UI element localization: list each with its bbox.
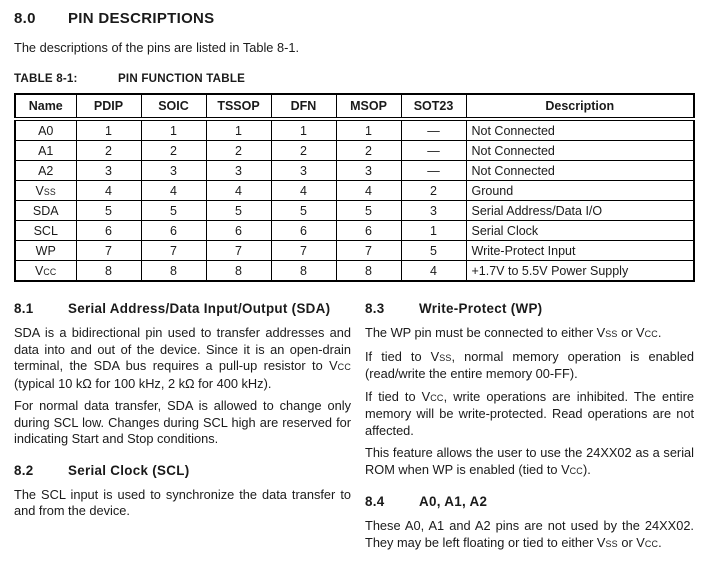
cell-description: Ground (466, 181, 694, 201)
pin-function-table (14, 93, 695, 282)
section-8-1-paragraph-2: For normal data transfer, SDA is allowed to change only during SCL low. Changes during SCL high are reserved for indicating Start and Stop conditions. (14, 398, 351, 446)
table-row-scl (15, 221, 694, 241)
cell-tssop: 4 (206, 181, 271, 201)
cell-pdip: 1 (76, 119, 141, 141)
cell-dfn: 8 (271, 261, 336, 282)
cell-sot23: 2 (401, 181, 466, 201)
two-column-body (14, 300, 694, 558)
cell-soic: 4 (141, 181, 206, 201)
section-8-2-paragraph-1: The SCL input is used to synchronize the data transfer to and from the device. (14, 486, 351, 518)
cell-soic: 3 (141, 161, 206, 181)
table-caption-title: PIN FUNCTION TABLE (118, 72, 246, 85)
cell-pin-name: A1 (15, 141, 76, 161)
cell-soic: 2 (141, 141, 206, 161)
cell-tssop: 2 (206, 141, 271, 161)
cell-pin-name: A2 (15, 161, 76, 181)
cell-msop: 4 (336, 181, 401, 201)
cell-sot23: — (401, 141, 466, 161)
col-header-pdip: PDIP (76, 94, 141, 119)
cell-pdip: 5 (76, 201, 141, 221)
section-8-1-paragraph-1: SDA is a bidirectional pin used to transfer addresses and data into and out of the device. Since it is an open-drain terminal, the SDA bus requires a pull-up resistor to VCC (typical 10 kΩ for 100 kHz, 2 kΩ for 400 kHz). (14, 325, 351, 391)
cell-tssop: 3 (206, 161, 271, 181)
cell-dfn: 2 (271, 141, 336, 161)
cell-pin-name: A0 (15, 119, 76, 141)
col-header-description: Description (466, 94, 694, 119)
section-8-3-paragraph-3: If tied to VCC, write operations are inhibited. The entire memory will be write-protected. Read operations are not affected. (365, 388, 695, 438)
cell-description: Serial Address/Data I/O (466, 201, 694, 221)
section-8-3-number: 8.3 (365, 301, 385, 316)
section-8-4-number: 8.4 (365, 494, 385, 509)
table-row-a1 (15, 141, 694, 161)
cell-pdip: 7 (76, 241, 141, 261)
cell-tssop: 5 (206, 201, 271, 221)
left-column (14, 300, 351, 558)
table-row-wp (15, 241, 694, 261)
col-header-tssop: TSSOP (206, 94, 271, 119)
intro-text: The descriptions of the pins are listed in Table 8-1. (14, 40, 300, 55)
cell-soic: 1 (141, 119, 206, 141)
cell-msop: 8 (336, 261, 401, 282)
cell-dfn: 4 (271, 181, 336, 201)
cell-msop: 5 (336, 201, 401, 221)
cell-msop: 1 (336, 119, 401, 141)
cell-description: Not Connected (466, 119, 694, 141)
cell-tssop: 8 (206, 261, 271, 282)
cell-msop: 6 (336, 221, 401, 241)
section-8-3-paragraph-2: If tied to VSS, normal memory operation is enabled (read/write the entire memory 00-FF). (365, 348, 694, 381)
section-8-2-number: 8.2 (14, 462, 34, 478)
cell-soic: 7 (141, 241, 206, 261)
section-8-4-heading (365, 493, 694, 510)
cell-pin-name: SCL (15, 221, 76, 241)
cell-tssop: 7 (206, 241, 271, 261)
cell-dfn: 1 (271, 119, 336, 141)
section-8-1-heading (14, 300, 351, 317)
cell-dfn: 7 (271, 241, 336, 261)
section-8-1-title: Serial Address/Data Input/Output (SDA) (68, 301, 331, 316)
section-8-0-title: PIN DESCRIPTIONS (68, 10, 215, 27)
cell-soic: 6 (141, 221, 206, 241)
cell-pdip: 3 (76, 161, 141, 181)
table-caption (14, 72, 694, 85)
col-header-msop: MSOP (336, 94, 401, 119)
table-row-sda (15, 201, 694, 221)
section-8-0-heading (14, 10, 694, 27)
cell-sot23: 5 (401, 241, 466, 261)
cell-msop: 2 (336, 141, 401, 161)
table-row-vcc (15, 261, 694, 282)
cell-dfn: 3 (271, 161, 336, 181)
cell-tssop: 6 (206, 221, 271, 241)
cell-pdip: 2 (76, 141, 141, 161)
cell-sot23: 4 (401, 261, 466, 282)
cell-tssop: 1 (206, 119, 271, 141)
cell-description: +1.7V to 5.5V Power Supply (466, 261, 694, 282)
section-8-3-paragraph-1: The WP pin must be connected to either VSS or VCC. (365, 325, 662, 340)
col-header-name: Name (15, 94, 76, 119)
section-8-3-title: Write-Protect (WP) (419, 301, 543, 316)
cell-pin-name: VSS (15, 181, 76, 201)
cell-sot23: — (401, 119, 466, 141)
section-8-2-title: Serial Clock (SCL) (68, 462, 190, 478)
cell-msop: 7 (336, 241, 401, 261)
section-8-0-number: 8.0 (14, 10, 36, 27)
col-header-soic: SOIC (141, 94, 206, 119)
section-8-4-paragraph-1: These A0, A1 and A2 pins are not used by the 24XX02. They may be left floating or tied to either VSS or VCC. (365, 518, 694, 550)
cell-pdip: 6 (76, 221, 141, 241)
cell-msop: 3 (336, 161, 401, 181)
table-header-row (15, 94, 694, 119)
section-8-3-heading (365, 300, 694, 317)
cell-pin-name: VCC (15, 261, 76, 282)
cell-description: Not Connected (466, 161, 694, 181)
table-row-vss (15, 181, 694, 201)
section-8-3-paragraph-4: This feature allows the user to use the 24XX02 as a serial ROM when WP is enabled (tied to VCC). (365, 445, 694, 477)
table-caption-label: TABLE 8-1: (14, 72, 78, 85)
cell-description: Serial Clock (466, 221, 694, 241)
table-row-a0 (15, 119, 694, 141)
right-column (365, 300, 694, 558)
section-8-1-number: 8.1 (14, 301, 34, 316)
section-8-2-heading (14, 462, 351, 479)
cell-pdip: 8 (76, 261, 141, 282)
cell-sot23: — (401, 161, 466, 181)
table-row-a2 (15, 161, 694, 181)
cell-description: Write-Protect Input (466, 241, 694, 261)
cell-dfn: 5 (271, 201, 336, 221)
cell-dfn: 6 (271, 221, 336, 241)
cell-description: Not Connected (466, 141, 694, 161)
cell-pin-name: WP (15, 241, 76, 261)
cell-sot23: 1 (401, 221, 466, 241)
cell-pin-name: SDA (15, 201, 76, 221)
cell-pdip: 4 (76, 181, 141, 201)
cell-soic: 5 (141, 201, 206, 221)
cell-soic: 8 (141, 261, 206, 282)
section-8-4-title: A0, A1, A2 (419, 494, 488, 509)
cell-sot23: 3 (401, 201, 466, 221)
col-header-sot23: SOT23 (401, 94, 466, 119)
col-header-dfn: DFN (271, 94, 336, 119)
